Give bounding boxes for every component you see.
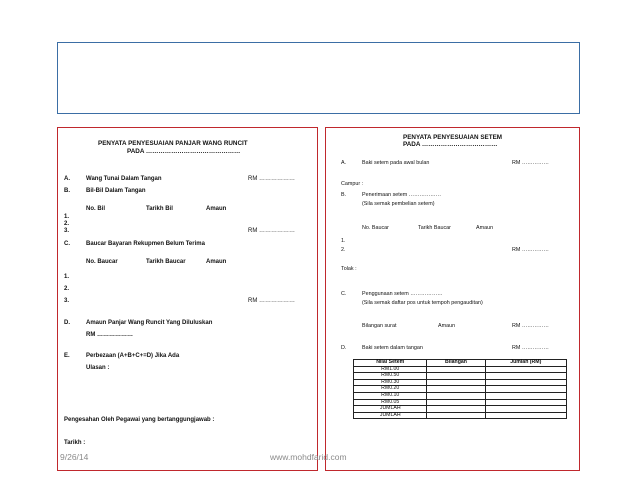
verification-label: Pengesahan Oleh Pegawai yang bertanggungjawab : — [64, 417, 215, 423]
list-item: 2. — [64, 221, 70, 227]
stamp-value-cell: RM0.20 — [354, 386, 427, 393]
stamp-d-letter: D. — [341, 345, 347, 351]
section-c-letter: C. — [64, 241, 70, 247]
stamp-title: PENYATA PENYESUAIAN SETEM — [403, 134, 503, 141]
stamp-value-cell: RM0.05 — [354, 399, 427, 406]
section-b-label: Bil-Bil Dalam Tangan — [86, 188, 146, 194]
stamp-table — [353, 359, 567, 419]
petty-cash-form-panel — [57, 127, 318, 471]
stamp-b-letter: B. — [341, 192, 347, 198]
stamp-value-cell: RM0.10 — [354, 392, 427, 399]
stamp-date-line: PADA ……………………………… — [403, 141, 498, 148]
campur-label: Campur : — [341, 181, 364, 187]
section-c-amount: RM ……………… — [248, 298, 295, 304]
list-item: 1. — [64, 274, 70, 280]
col-amaun: Amaun — [476, 225, 494, 231]
stamp-b-note: (Sila semak pembelian setem) — [362, 201, 435, 207]
section-c-label: Baucar Bayaran Rekupmen Belum Terima — [86, 241, 205, 247]
section-a-amount: RM ……………… — [248, 176, 295, 182]
stamp-b-amount: RM …………… — [512, 247, 549, 253]
slide-date: 9/26/14 — [60, 452, 89, 462]
stamp-value-cell: JUMLAH — [354, 406, 427, 413]
section-a-label: Wang Tunai Dalam Tangan — [86, 176, 162, 182]
col-tarikh-baucar: Tarikh Baucar — [146, 259, 186, 265]
col-no-baucar: No. Baucar — [86, 259, 118, 265]
header-jumlah: Jumlah (RM) — [485, 360, 566, 367]
section-e-label: Perbezaan (A+B+C+=D) Jika Ada — [86, 353, 180, 359]
stamp-c-label: Penggunaan setem ……………… — [362, 291, 443, 297]
slide-title-box — [57, 42, 580, 114]
stamp-a-letter: A. — [341, 160, 347, 166]
col-no-baucar: No. Baucar — [362, 225, 389, 231]
col-tarikh-baucar: Tarikh Baucar — [418, 225, 451, 231]
col-no-bil: No. Bil — [86, 206, 105, 212]
stamp-c-amaun: Amaun — [438, 323, 456, 329]
stamp-value-cell: RM1.00 — [354, 366, 427, 373]
header-nilai-setem: Nilai Setem — [354, 360, 427, 367]
col-amaun-c: Amaun — [206, 259, 227, 265]
list-item: 3. — [64, 228, 70, 234]
stamp-value-cell: JUMLAH — [354, 412, 427, 419]
stamp-b-label: Penerimaan setem ……………… — [362, 192, 442, 198]
section-b-amount: RM ……………… — [248, 228, 295, 234]
list-item: 2. — [64, 286, 70, 292]
list-item: 3. — [64, 298, 70, 304]
section-b-letter: B. — [64, 188, 70, 194]
section-d-letter: D. — [64, 320, 70, 326]
list-item: 2. — [341, 247, 346, 253]
list-item: 1. — [64, 214, 70, 220]
stamp-a-amount: RM …………… — [512, 160, 549, 166]
date-label: Tarikh : — [64, 440, 86, 446]
ulasan-label: Ulasan : — [86, 365, 110, 371]
section-e-letter: E. — [64, 353, 70, 359]
section-a-letter: A. — [64, 176, 70, 182]
stamp-value-cell: RM0.30 — [354, 379, 427, 386]
col-amaun: Amaun — [206, 206, 227, 212]
stamp-c-note: (Sila semak daftar pos untuk tempoh pengauditan) — [362, 300, 483, 306]
section-d-amount: RM ……………… — [86, 332, 133, 338]
stamp-c-amount: RM …………… — [512, 323, 549, 329]
slide-url: www.mohdfarid.com — [270, 452, 347, 462]
petty-cash-title: PENYATA PENYESUAIAN PANJAR WANG RUNCIT — [98, 140, 248, 147]
stamp-c-letter: C. — [341, 291, 347, 297]
table-row — [354, 412, 567, 419]
stamp-form-panel — [325, 127, 580, 471]
stamp-d-label: Baki setem dalam tangan — [362, 345, 423, 351]
tolak-label: Tolak : — [341, 266, 357, 272]
col-tarikh-bil: Tarikh Bil — [146, 206, 173, 212]
bilangan-surat-label: Bilangan surat — [362, 323, 397, 329]
stamp-d-amount: RM …………… — [512, 345, 549, 351]
petty-cash-date-line: PADA ……………………………………… — [127, 148, 241, 155]
header-bilangan: Bilangan — [427, 360, 485, 367]
section-d-label: Amaun Panjar Wang Runcit Yang Diluluskan — [86, 320, 213, 326]
stamp-value-cell: RM0.50 — [354, 373, 427, 380]
stamp-a-label: Baki setem pada awal bulan — [362, 160, 430, 166]
list-item: 1. — [341, 238, 346, 244]
